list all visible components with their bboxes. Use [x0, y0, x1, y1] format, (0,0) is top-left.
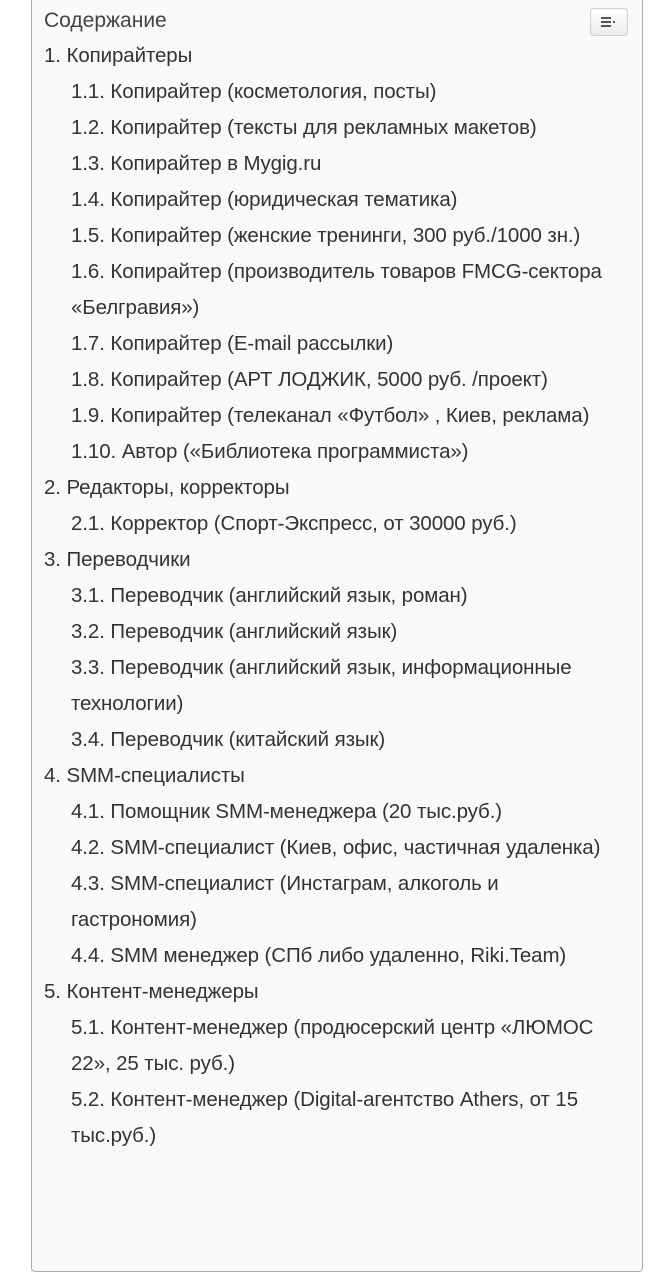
toc-subsection-link[interactable]: 1.6. Копирайтер (производитель товаров FMCG-сектора «Белгравия») — [71, 260, 602, 319]
toc-subsection-link[interactable]: 5.2. Контент-менеджер (Digital-агентство Athers, от 15 тыс.руб.) — [71, 1088, 578, 1147]
toc-subsection-link[interactable]: 2.1. Корректор (Спорт-Экспресс, от 30000 руб.) — [71, 512, 517, 535]
toc-subsection-link[interactable]: 1.7. Копирайтер (E-mail рассылки) — [71, 332, 394, 355]
toc-subsection-link[interactable]: 4.2. SMM-специалист (Киев, офис, частичная удаленка) — [71, 836, 601, 859]
toc-section-link[interactable]: 5. Контент-менеджеры — [44, 980, 259, 1003]
toc-subsection-link[interactable]: 4.4. SMM менеджер (СПб либо удаленно, Riki.Team) — [71, 944, 567, 967]
toc-subsection-link[interactable]: 3.3. Переводчик (английский язык, информационные технологии) — [71, 656, 572, 715]
toc-toggle-button[interactable] — [590, 8, 628, 36]
list-toggle-icon — [600, 16, 618, 28]
toc-subsection-link[interactable]: 1.10. Автор («Библиотека программиста») — [71, 440, 469, 463]
toc-subsection-link[interactable]: 1.2. Копирайтер (тексты для рекламных макетов) — [71, 116, 537, 139]
toc-subsection-link[interactable]: 1.5. Копирайтер (женские тренинги, 300 руб./1000 зн.) — [71, 224, 581, 247]
toc-subsection-link[interactable]: 3.2. Переводчик (английский язык) — [71, 620, 398, 643]
toc-section-link[interactable]: 4. SMM-специалисты — [44, 764, 245, 787]
toc-subsection-link[interactable]: 4.3. SMM-специалист (Инстаграм, алкоголь и гастрономия) — [71, 872, 499, 931]
toc-list — [44, 38, 630, 1154]
toc-subsection-link[interactable]: 1.8. Копирайтер (АРТ ЛОДЖИК, 5000 руб. /проект) — [71, 368, 548, 391]
toc-subsection-link[interactable]: 3.4. Переводчик (китайский язык) — [71, 728, 386, 751]
toc-subsection-link[interactable]: 1.1. Копирайтер (косметология, посты) — [71, 80, 437, 103]
toc-section-link[interactable]: 1. Копирайтеры — [44, 44, 193, 67]
toc-subsection-link[interactable]: 3.1. Переводчик (английский язык, роман) — [71, 584, 468, 607]
toc-section-link[interactable]: 3. Переводчики — [44, 548, 191, 571]
toc-subsection-link[interactable]: 1.4. Копирайтер (юридическая тематика) — [71, 188, 458, 211]
toc-subsection-link[interactable]: 1.3. Копирайтер в Mygig.ru — [71, 152, 322, 175]
toc-header — [44, 4, 630, 38]
table-of-contents — [31, 0, 643, 1272]
toc-section-link[interactable]: 2. Редакторы, корректоры — [44, 476, 290, 499]
toc-title: Содержание — [44, 9, 167, 32]
toc-subsection-link[interactable]: 4.1. Помощник SMM-менеджера (20 тыс.руб.) — [71, 800, 503, 823]
toc-subsection-link[interactable]: 5.1. Контент-менеджер (продюсерский центр «ЛЮМОС 22», 25 тыс. руб.) — [71, 1016, 594, 1075]
toc-subsection-link[interactable]: 1.9. Копирайтер (телеканал «Футбол» , Киев, реклама) — [71, 404, 590, 427]
